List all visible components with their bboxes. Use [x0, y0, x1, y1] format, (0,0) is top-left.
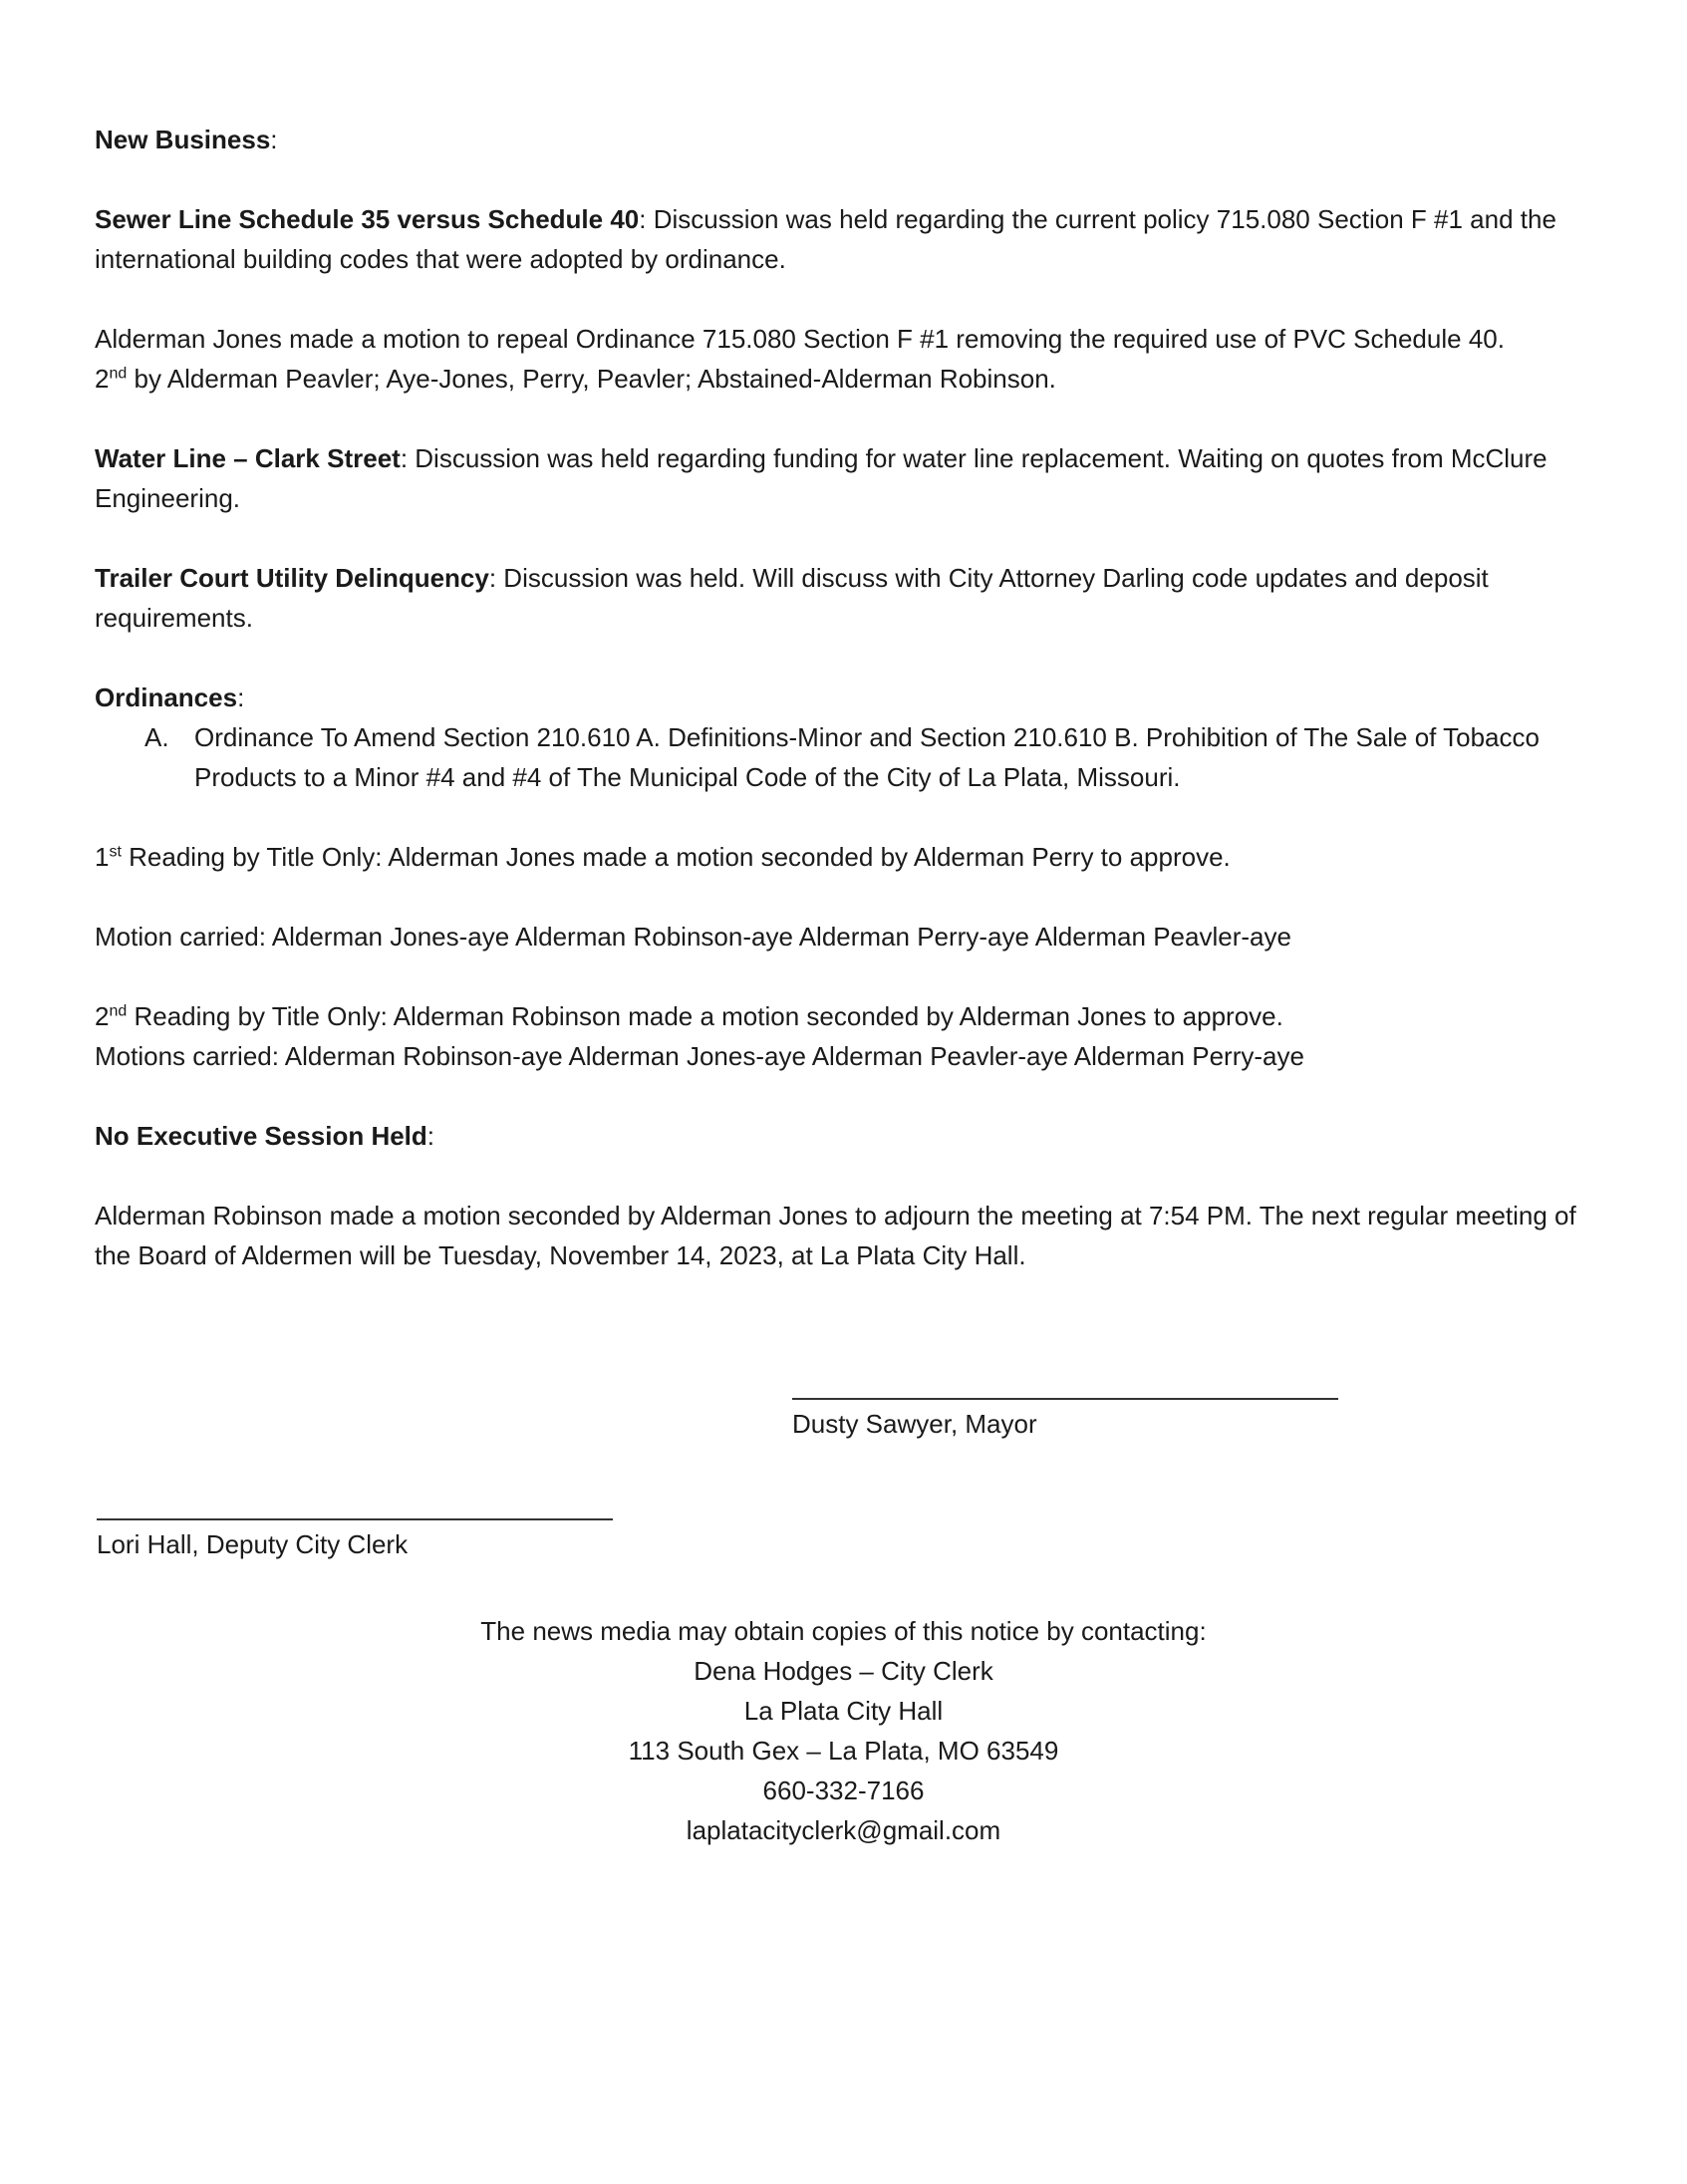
water-line-item — [95, 438, 1599, 518]
ordinance-item — [95, 717, 1599, 797]
ordinance-list — [95, 717, 1599, 797]
second-reading: 2nd Reading by Title Only: Alderman Robinson made a motion seconded by Alderman Jones to approve. — [95, 1001, 1283, 1031]
contact-email: laplatacityclerk@gmail.com — [686, 1815, 1001, 1845]
clerk-signature-line — [97, 1518, 613, 1520]
contact-intro: The news media may obtain copies of this notice by contacting: — [480, 1616, 1207, 1646]
media-contact-block — [0, 1611, 1687, 1850]
sewer-line-text: : Discussion was held regarding the current policy 715.080 Section F #1 and the international building codes that were adopted by ordinance. — [95, 204, 1556, 274]
clerk-name: Lori Hall, Deputy City Clerk — [97, 1529, 409, 1559]
contact-office: La Plata City Hall — [743, 1696, 944, 1726]
ordinances-heading: Ordinances: — [95, 682, 245, 712]
trailer-court-text: : Discussion was held. Will discuss with City Attorney Darling code updates and deposit requirements. — [95, 563, 1489, 633]
ordinance-text: Ordinance To Amend Section 210.610 A. Definitions-Minor and Section 210.610 B. Prohibition of The Sale of Tobacco Products to a Minor #4 and #4 of The Municipal Code of the City of La Plata, Missouri. — [194, 722, 1540, 792]
ordinance-letter: A. — [144, 722, 169, 752]
minutes-body — [95, 120, 1599, 1315]
executive-session-heading: No Executive Session Held: — [95, 1121, 435, 1151]
mayor-name: Dusty Sawyer, Mayor — [792, 1409, 1037, 1439]
adjourn-motion: Alderman Robinson made a motion seconded by Alderman Jones to adjourn the meeting at 7:54 PM. The next regular meeting of the Board of Aldermen will be Tuesday, November 14, 2023, at La Plata City Hall. — [95, 1201, 1576, 1270]
contact-phone: 660-332-7166 — [762, 1775, 925, 1805]
water-line-text: : Discussion was held regarding funding for water line replacement. Waiting on quotes from McClure Engineering. — [95, 443, 1547, 513]
clerk-signature-block — [97, 1518, 613, 1564]
repeal-motion: Alderman Jones made a motion to repeal Ordinance 715.080 Section F #1 removing the required use of PVC Schedule 40. 2nd by Alderman Peavler; Aye-Jones, Perry, Peavler; Abstained-Alderman Robinson. — [95, 324, 1505, 394]
sewer-line-title: Sewer Line Schedule 35 versus Schedule 40 — [95, 204, 640, 234]
first-reading: 1st Reading by Title Only: Alderman Jones made a motion seconded by Alderman Perry to approve. — [95, 842, 1231, 872]
contact-name: Dena Hodges – City Clerk — [694, 1656, 993, 1686]
new-business-heading: New Business: — [95, 125, 278, 154]
mayor-signature-line — [792, 1398, 1338, 1400]
mayor-signature-block — [792, 1398, 1338, 1444]
contact-address: 113 South Gex – La Plata, MO 63549 — [628, 1736, 1059, 1766]
first-reading-result: Motion carried: Alderman Jones-aye Alderman Robinson-aye Alderman Perry-aye Alderman Peavler-aye — [95, 922, 1291, 952]
sewer-line-item — [95, 199, 1599, 279]
trailer-court-title: Trailer Court Utility Delinquency — [95, 563, 489, 593]
trailer-court-item — [95, 558, 1599, 638]
water-line-title: Water Line – Clark Street — [95, 443, 401, 473]
second-reading-result: Motions carried: Alderman Robinson-aye Alderman Jones-aye Alderman Peavler-aye Alderman Perry-aye — [95, 1041, 1304, 1071]
